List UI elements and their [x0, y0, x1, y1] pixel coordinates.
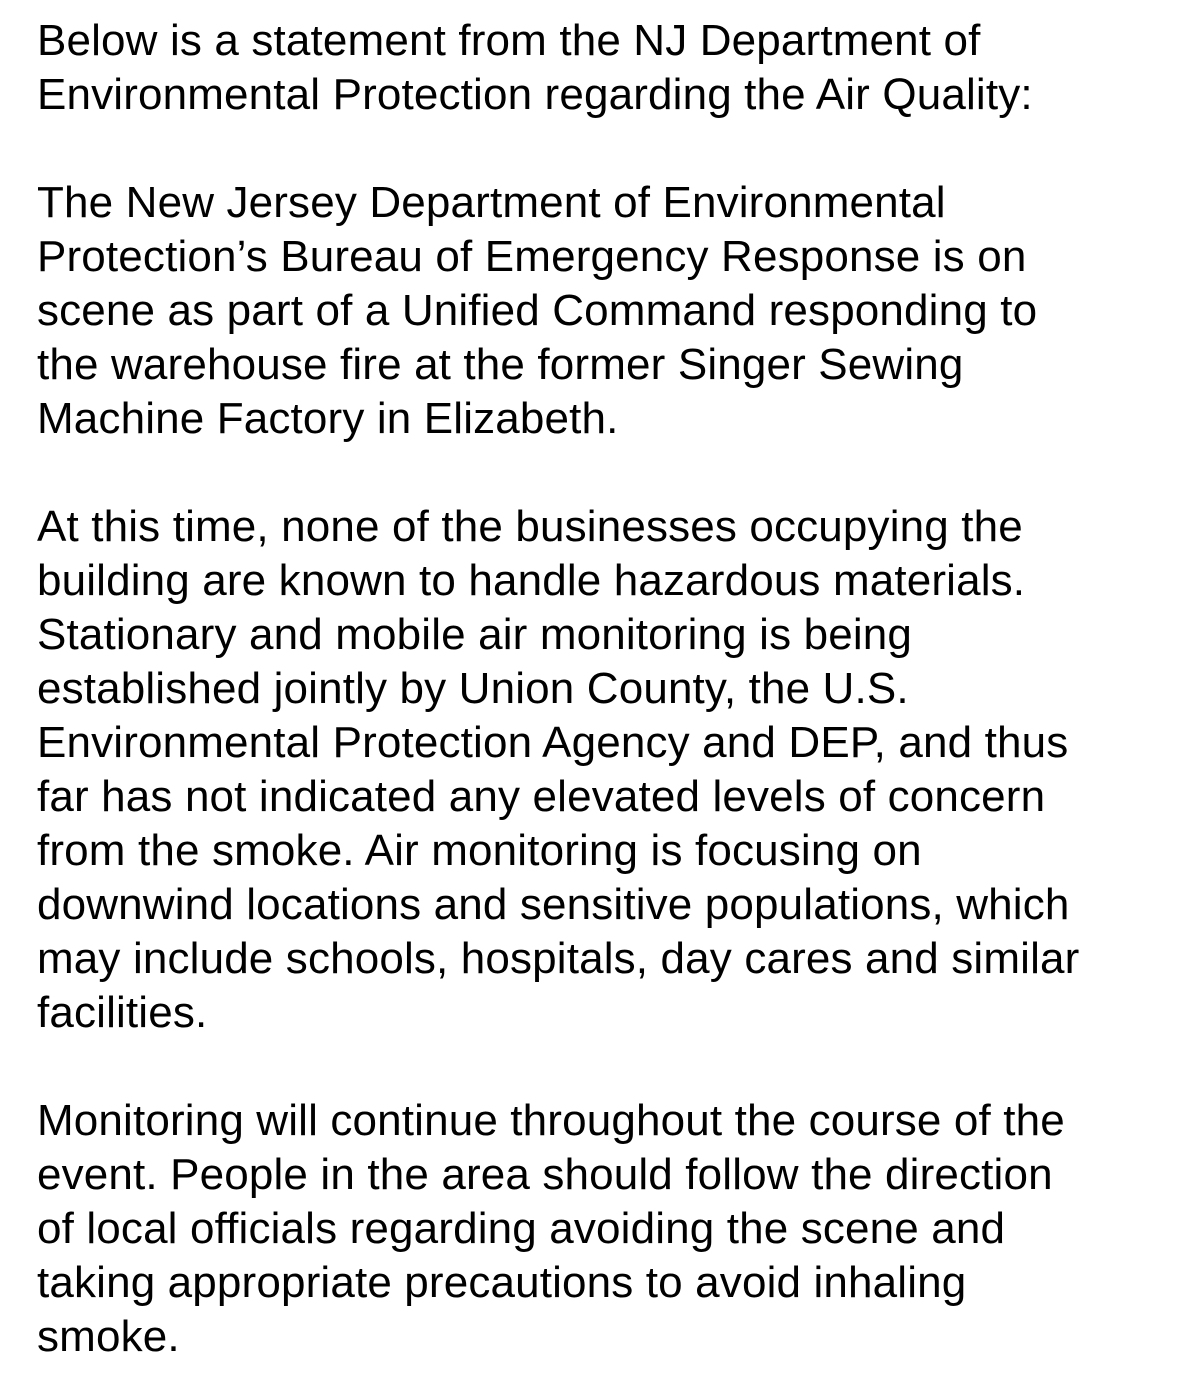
text-line: established jointly by Union County, the U.S.	[37, 664, 909, 713]
statement-text	[37, 14, 1157, 1364]
text-line: far has not indicated any elevated levels of concern	[37, 772, 1046, 821]
text-line: taking appropriate precautions to avoid inhaling	[37, 1258, 967, 1307]
text-line: smoke.	[37, 1312, 180, 1361]
text-line: Monitoring will continue throughout the course of the	[37, 1096, 1065, 1145]
text-line: Below is a statement from the NJ Department of	[37, 16, 981, 65]
text-line: may include schools, hospitals, day cares and similar	[37, 934, 1080, 983]
paragraph-guidance	[37, 1094, 1157, 1364]
paragraph-intro	[37, 14, 1157, 122]
text-line: from the smoke. Air monitoring is focusing on	[37, 826, 922, 875]
text-line: Environmental Protection Agency and DEP, and thus	[37, 718, 1069, 767]
text-line: downwind locations and sensitive populations, which	[37, 880, 1070, 929]
text-line: facilities.	[37, 988, 208, 1037]
text-line: the warehouse fire at the former Singer Sewing	[37, 340, 964, 389]
text-line: At this time, none of the businesses occupying the	[37, 502, 1023, 551]
text-line: Environmental Protection regarding the Air Quality:	[37, 70, 1033, 119]
text-line: event. People in the area should follow the direction	[37, 1150, 1053, 1199]
text-line: of local officials regarding avoiding the scene and	[37, 1204, 1006, 1253]
paragraph-response	[37, 176, 1157, 446]
text-line: scene as part of a Unified Command responding to	[37, 286, 1038, 335]
text-line: building are known to handle hazardous materials.	[37, 556, 1026, 605]
text-line: Stationary and mobile air monitoring is being	[37, 610, 912, 659]
text-line: The New Jersey Department of Environmental	[37, 178, 946, 227]
text-line: Protection’s Bureau of Emergency Response is on	[37, 232, 1027, 281]
paragraph-monitoring-status	[37, 500, 1157, 1040]
text-line: Machine Factory in Elizabeth.	[37, 394, 619, 443]
